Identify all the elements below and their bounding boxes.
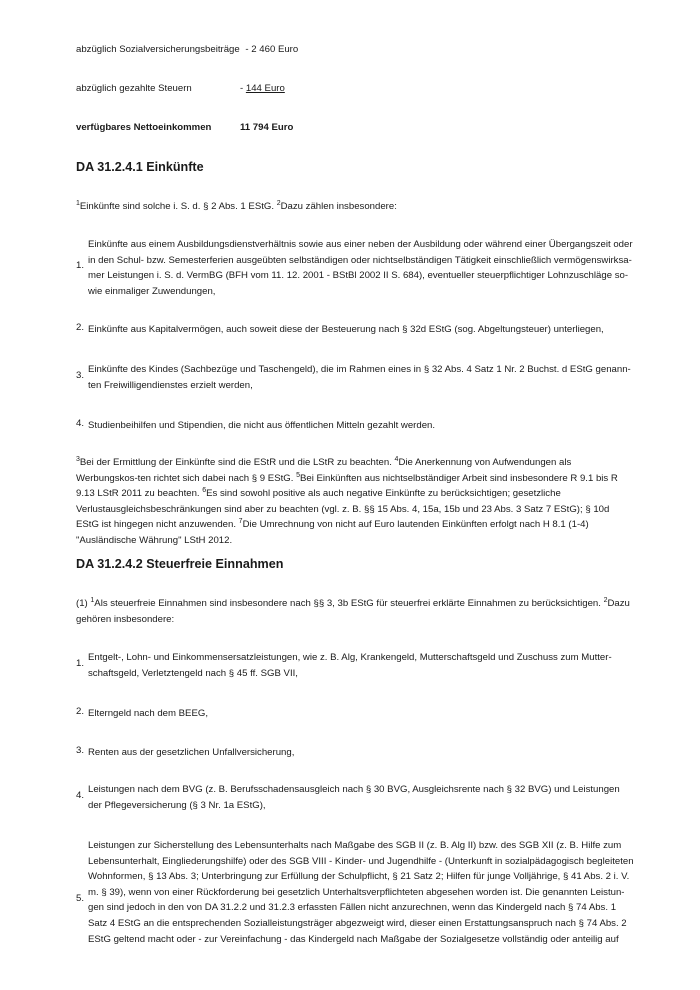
list-number: 3. <box>76 370 85 381</box>
summary-value-net-income: 11 794 Euro <box>240 122 294 133</box>
list-text: Leistungen zur Sicherstellung des Lebensunterhalts nach Maßgabe des SGB II (z. B. Alg II) bzw. des SGB XII (z. B. Hilfe zum Lebensunterhalt, Eingliederungshilfe) oder des SGB VIII - Kinder- und Jugendhilfe - (Unterkunft in sozialpädagogisch begleiteten Wohnformen, § 13 Abs. 3; Unterbringung zur Erfüllung der Schulpflicht, § 21 Satz 2; Hilfen für junge Volljährige, § 41 Abs. 2 i. V. m. § 39), wenn von einer Rückforderung bei gesetzlich Unterhaltsverpflichteten abgesehen worden ist. Die genannten Leistun-gen sind jedoch in den von DA 31.2.2 und 31.2.3 erfassten Fällen nicht anzurechnen, wenn das Kindergeld nach § 74 Abs. 1 Satz 4 EStG an die entsprechenden Sozialleistungsträger abgezweigt wird, dieser einen Erstattungsanspruch nach § 74 Abs. 2 EStG geltend macht oder - zur Vereinfachung - das Kindergeld nach Maßgabe der Sozialgesetze vollständig oder anteilig auf <box>88 840 634 945</box>
list-text: Elterngeld nach dem BEEG, <box>88 708 208 719</box>
list-item <box>76 237 634 299</box>
list-text: Leistungen nach dem BVG (z. B. Berufsschadensausgleich nach § 30 BVG, Ausgleichsrente nach § 32 BVG) und Leistungen der Pflegeversicherung (§ 3 Nr. 1a EStG), <box>88 784 620 811</box>
list-number: 1. <box>76 658 85 669</box>
list-number: 3. <box>76 745 85 756</box>
summary-row-taxes <box>76 83 192 94</box>
summary-row-social-insurance <box>76 44 298 55</box>
section1-paragraph-2: $^3$Bei der Ermittlung der Einkünfte sind die EStR und die LStR zu beachten. $^4$Die Anerkennung von Aufwendungen als Werbungskos-ten richtet sich dabei nach § 9 EStG. $^5$Bei Einkünften aus nichtselbständiger Arbeit sind insbesondere R 9.1 bis R 9.13 LStR 2011 zu beachten. $^6$Es sind sowohl positive als auch negative Einkünfte zu berücksichtigen; gesetzliche Verlustausgleichsbeschränkungen sind aber zu beachten (vgl. z. B. §§ 15 Abs. 4, 15a, 15b und 23 Abs. 3 Satz 7 EStG); § 10d EStG ist hingegen nicht anzuwenden. $^7$Die Umrechnung von nicht auf Euro lautenden Einkünften erfolgt nach H 8.1 (1-4) "Ausländische Währung" LStH 2012. <box>76 456 618 546</box>
list-number: 4. <box>76 790 85 801</box>
summary-value: 144 Euro <box>245 83 285 94</box>
list-number: 2. <box>76 706 85 717</box>
summary-label: verfügbares Nettoeinkommen <box>76 122 212 133</box>
list-number: 1. <box>76 260 85 271</box>
list-text: Renten aus der gesetzlichen Unfallversicherung, <box>88 747 295 758</box>
section1-intro: $^1$Einkünfte sind solche i. S. d. § 2 Abs. 1 EStG. $^2$Dazu zählen insbesondere: <box>76 200 397 212</box>
summary-label: abzüglich Sozialversicherungsbeiträge <box>76 44 240 55</box>
list-text: Einkünfte des Kindes (Sachbezüge und Taschengeld), die im Rahmen eines in § 32 Abs. 4 Satz 1 Nr. 2 Buchst. d EStG genann-ten Freiwilligendienstes erzielt werden, <box>88 364 631 391</box>
list-number: 2. <box>76 322 85 333</box>
list-number: 4. <box>76 418 85 429</box>
section-heading-einkuenfte: DA 31.2.4.1 Einkünfte <box>76 160 204 174</box>
summary-value: - 2 460 Euro <box>245 44 299 55</box>
list-number: 5. <box>76 893 85 904</box>
list-text: Einkünfte aus Kapitalvermögen, auch soweit diese der Besteuerung nach § 32d EStG (sog. Abgeltungsteuer) unterliegen, <box>88 324 604 335</box>
list-text: Studienbeihilfen und Stipendien, die nicht aus öffentlichen Mitteln gezahlt werden. <box>88 420 436 431</box>
summary-value-taxes: - 144 Euro <box>240 83 285 94</box>
summary-row-net-income <box>76 122 211 133</box>
summary-label: abzüglich gezahlte Steuern <box>76 83 192 94</box>
list-text: Einkünfte aus einem Ausbildungsdienstverhältnis sowie aus einer neben der Ausbildung oder während einer Übergangszeit oder in den Schul- bzw. Semesterferien ausgeübten selbständigen oder nichtselbständigen Tätigkeit einschließlich vermögenswirksa-mer Leistungen i. S. d. VermBG (BFH vom 11. 12. 2001 - BStBl 2002 II S. 684), eventueller steuerpflichtiger Lohnzuschläge so-wie einmaliger Zuwendungen, <box>88 239 633 297</box>
section-heading-steuerfreie-einnahmen: DA 31.2.4.2 Steuerfreie Einnahmen <box>76 557 284 571</box>
section2-intro: (1) $^1$Als steuerfreie Einnahmen sind insbesondere nach §§ 3, 3b EStG für steuerfrei erklärte Einnahmen zu berücksichtigen. $^2$Dazu gehören insbesondere: <box>76 597 630 625</box>
list-text: Entgelt-, Lohn- und Einkommensersatzleistungen, wie z. B. Alg, Krankengeld, Mutterschaftsgeld und Zuschuss zum Mutter-schaftsgeld, Verletztengeld nach § 45 ff. SGB VII, <box>88 652 612 679</box>
